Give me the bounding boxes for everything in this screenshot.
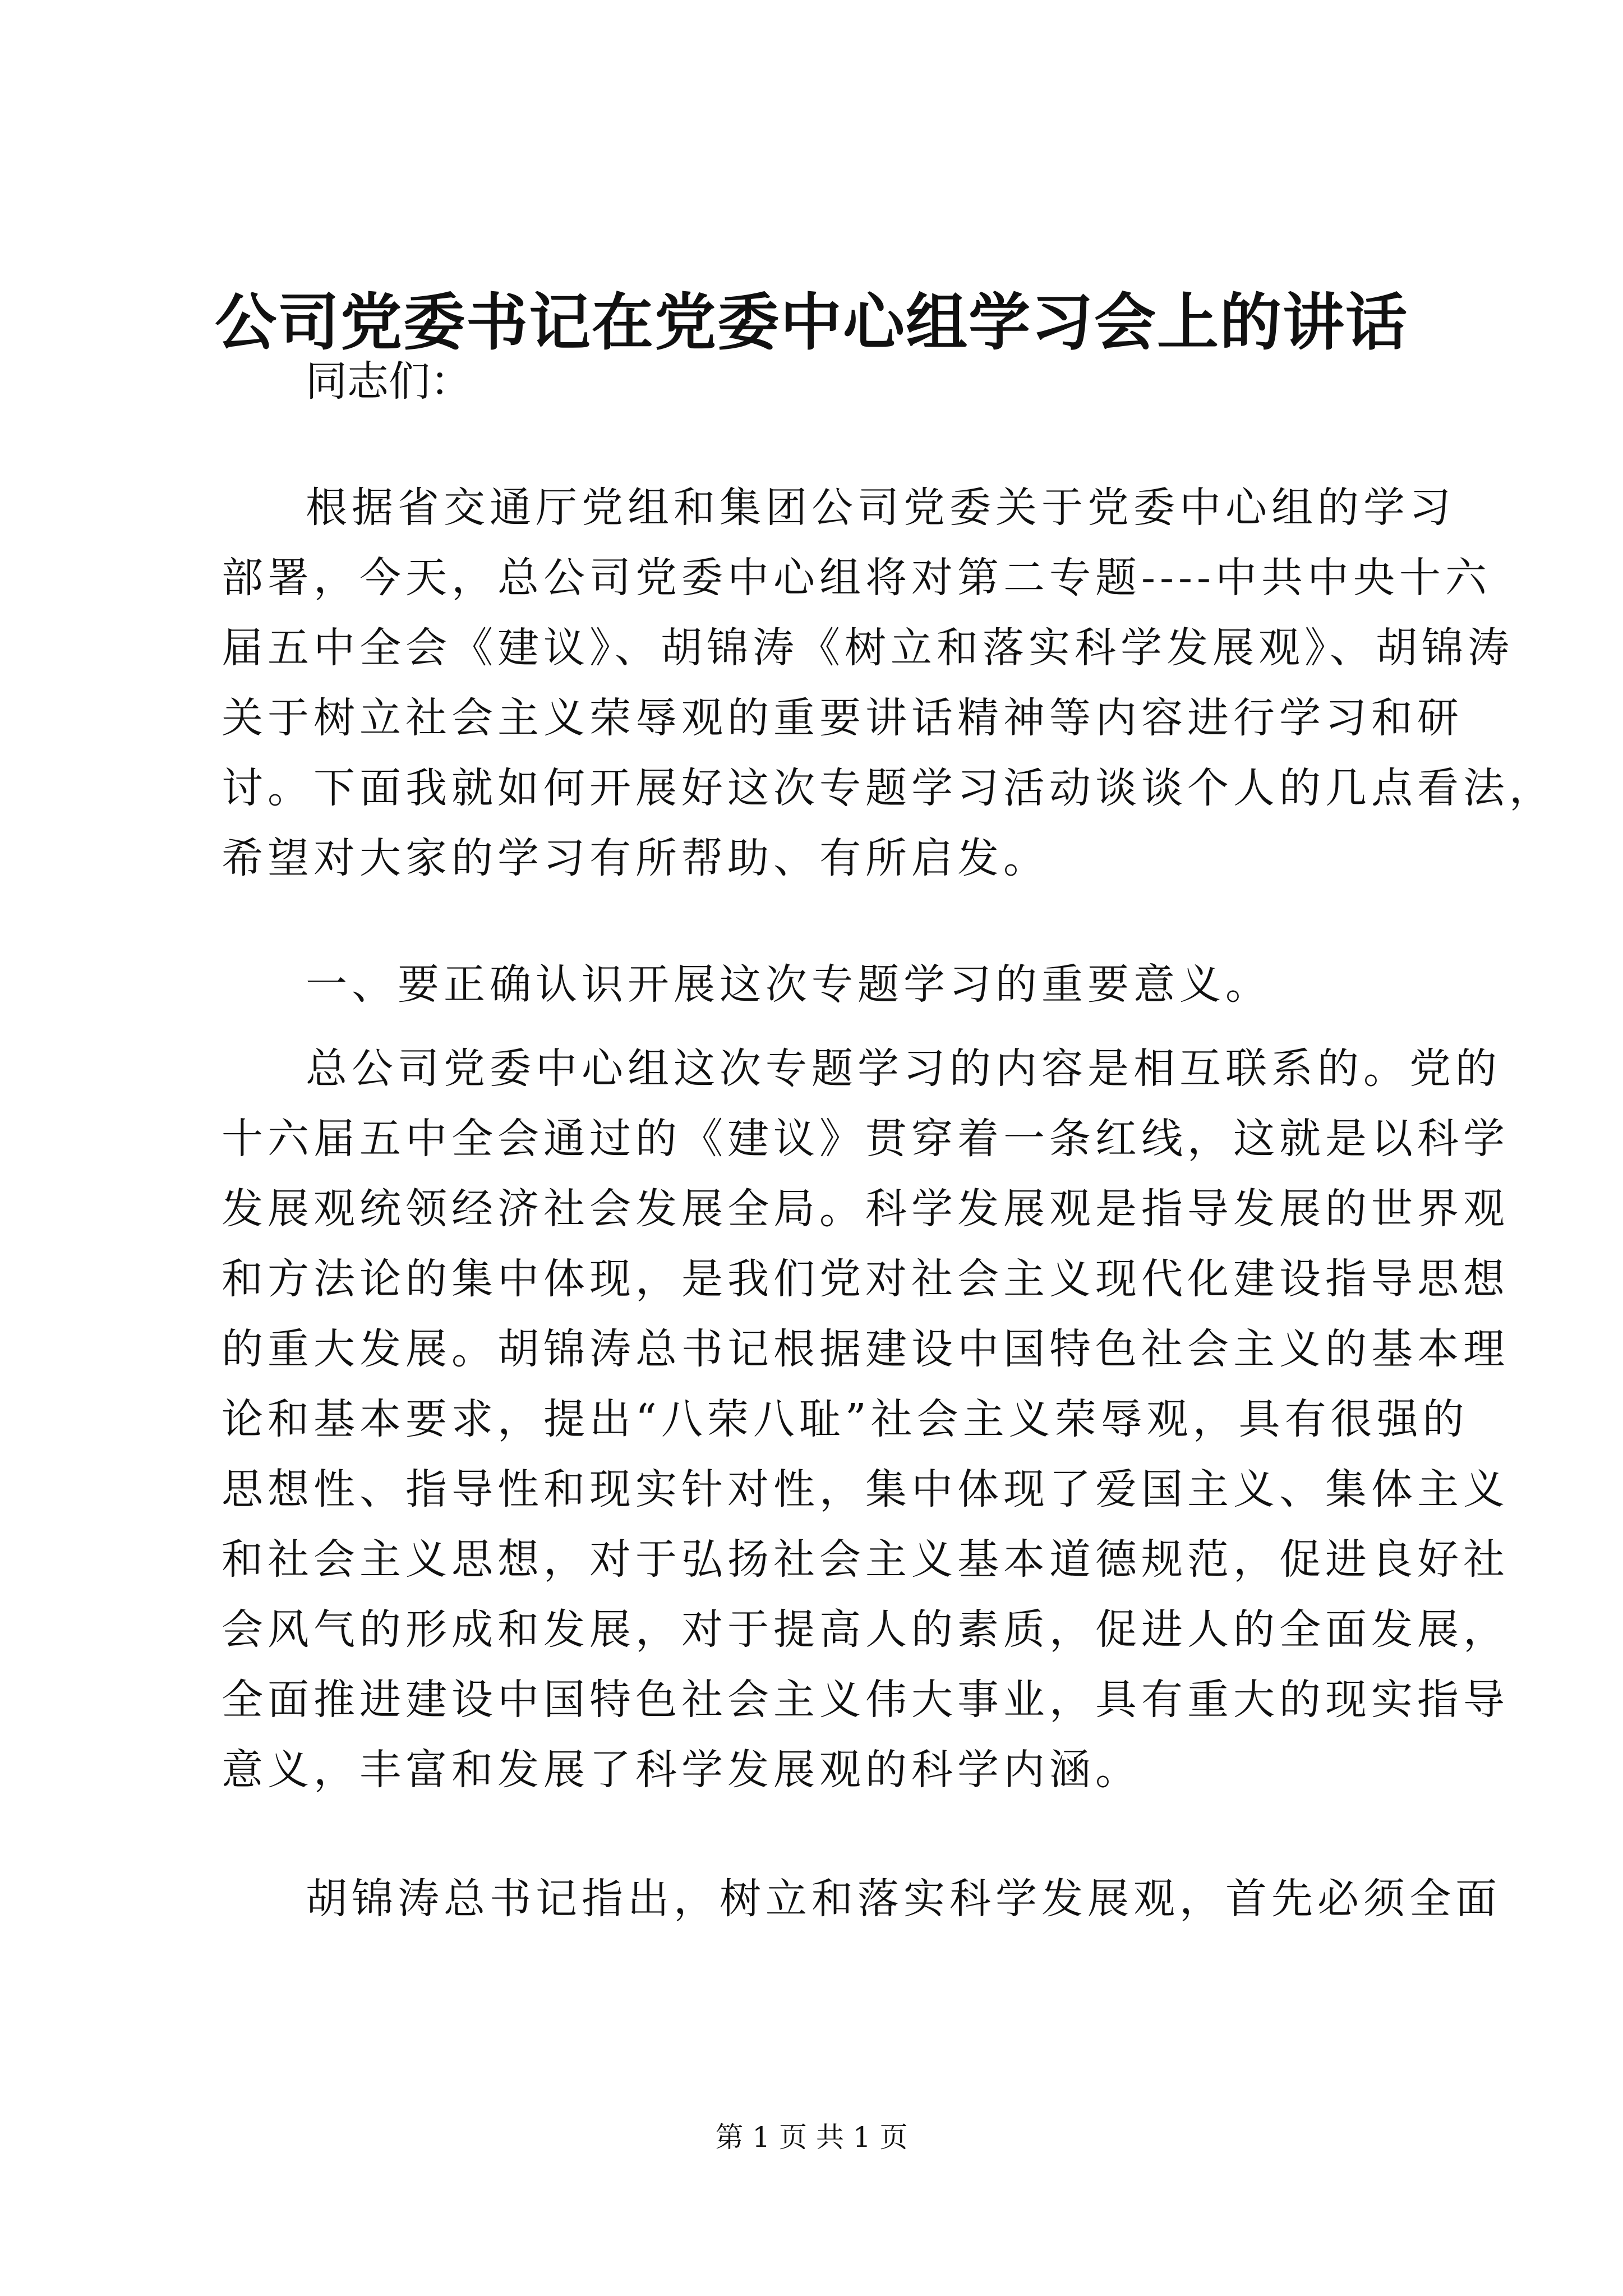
paragraph-line: 希望对大家的学习有所帮助、有所启发。 <box>222 834 1049 882</box>
paragraph-line: 和方法论的集中体现，是我们党对社会主义现代化建设指导思想 <box>222 1255 1509 1303</box>
paragraph-line: 关于树立社会主义荣辱观的重要讲话精神等内容进行学习和研 <box>222 694 1463 742</box>
paragraph-line: 届五中全会《建议》、胡锦涛《树立和落实科学发展观》、胡锦涛 <box>222 624 1514 672</box>
paragraph-line: 十六届五中全会通过的《建议》贯穿着一条红线，这就是以科学 <box>222 1115 1509 1163</box>
paragraph-line: 的重大发展。胡锦涛总书记根据建设中国特色社会主义的基本理 <box>222 1325 1509 1373</box>
paragraph-line: 发展观统领经济社会发展全局。科学发展观是指导发展的世界观 <box>222 1185 1509 1233</box>
paragraph-line: 和社会主义思想，对于弘扬社会主义基本道德规范，促进良好社 <box>222 1535 1509 1584</box>
paragraph-line: 总公司党委中心组这次专题学习的内容是相互联系的。党的 <box>306 1045 1501 1093</box>
paragraph-line: 胡锦涛总书记指出，树立和落实科学发展观，首先必须全面 <box>306 1875 1501 1923</box>
paragraph-line: 全面推进建设中国特色社会主义伟大事业，具有重大的现实指导 <box>222 1676 1509 1724</box>
paragraph-line: 讨。下面我就如何开展好这次专题学习活动谈谈个人的几点看法， <box>222 764 1555 812</box>
paragraph-line: 思想性、指导性和现实针对性，集中体现了爱国主义、集体主义 <box>222 1465 1509 1513</box>
paragraph-line: 论和基本要求，提出“八荣八耻”社会主义荣辱观，具有很强的 <box>222 1395 1469 1443</box>
paragraph-line: 部署，今天，总公司党委中心组将对第二专题----中共中央十六 <box>222 554 1492 602</box>
salutation: 同志们： <box>306 357 472 406</box>
document-title: 公司党委书记在党委中心组学习会上的讲话 <box>215 286 1408 358</box>
section-heading: 一、要正确认识开展这次专题学习的重要意义。 <box>306 960 1271 1009</box>
paragraph-line: 根据省交通厅党组和集团公司党委关于党委中心组的学习 <box>306 484 1455 532</box>
paragraph-line: 意义，丰富和发展了科学发展观的科学内涵。 <box>222 1746 1141 1794</box>
paragraph-line: 会风气的形成和发展，对于提高人的素质，促进人的全面发展， <box>222 1605 1509 1654</box>
page-number-footer: 第 1 页 共 1 页 <box>715 2121 908 2154</box>
